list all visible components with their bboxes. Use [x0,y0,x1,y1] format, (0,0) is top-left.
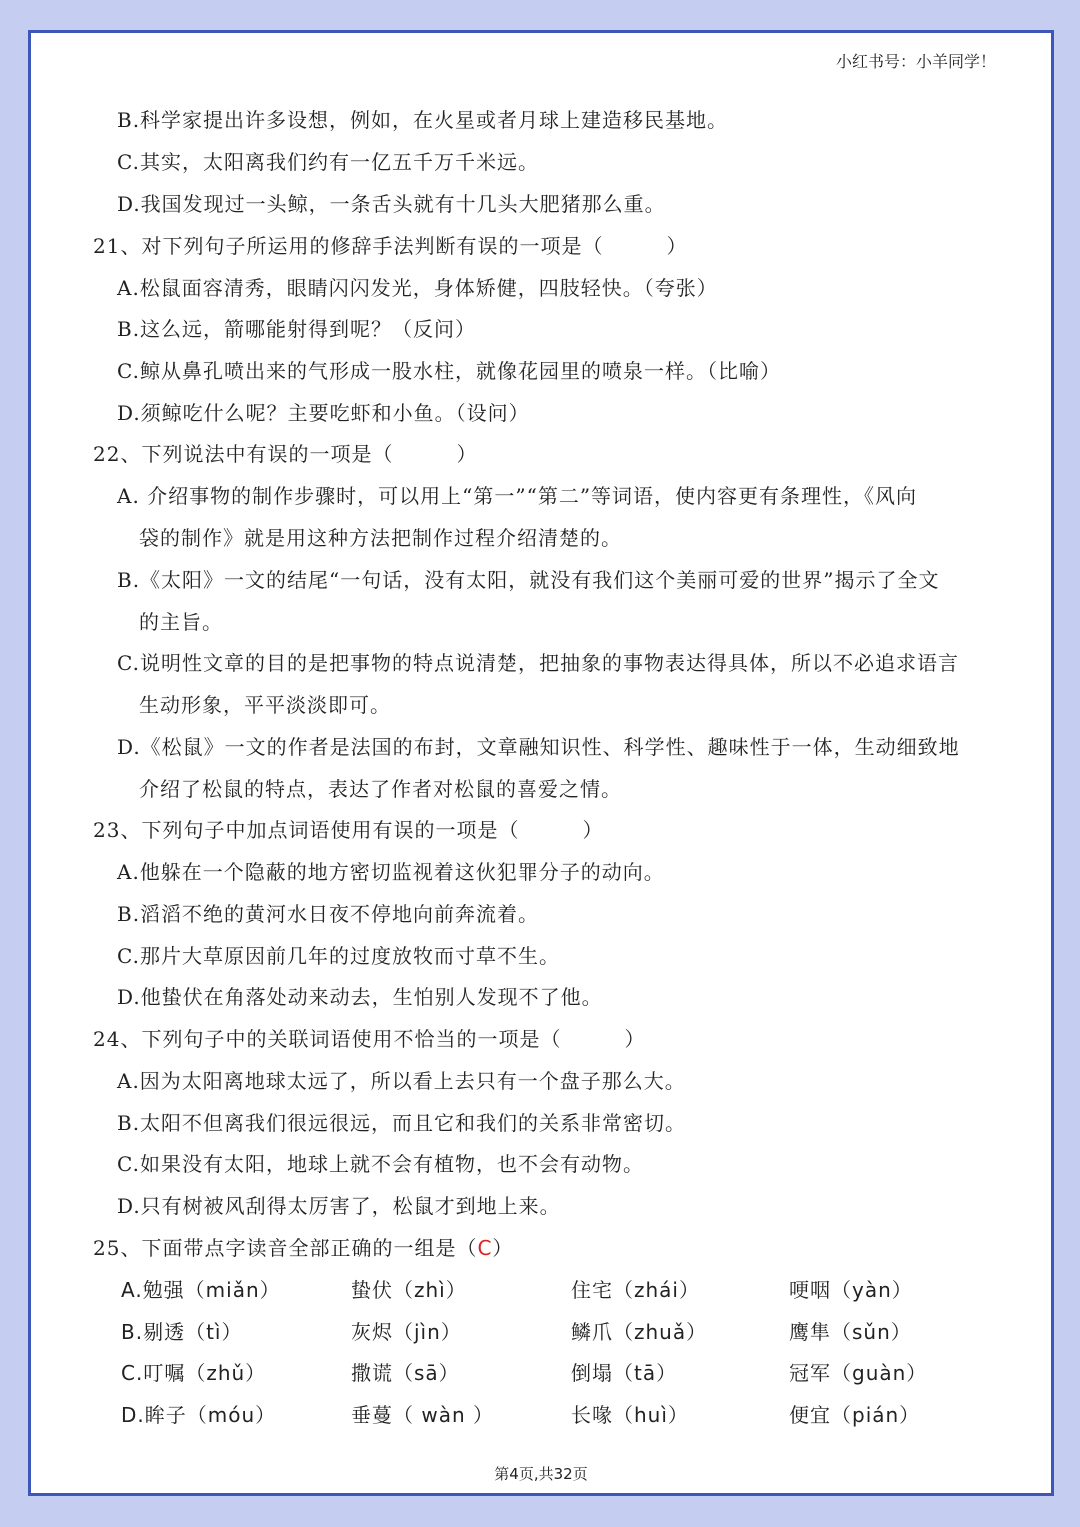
q22-option-d-line2: 介绍了松鼠的特点，表达了作者对松鼠的喜爱之情。 [139,777,622,801]
q25-c-4: 冠军（guàn） [789,1361,928,1385]
q22-option-b-line1: B.《太阳》一文的结尾“一句话，没有太阳，就没有我们这个美丽可爱的世界”揭示了全文 [117,568,940,592]
q22-option-c-line1: C.说明性文章的目的是把事物的特点说清楚，把抽象的事物表达得具体，所以不必追求语言 [117,651,959,675]
q25-a-2: 蛰伏（zhì） [351,1278,467,1302]
q21-option-d: D.须鲸吃什么呢？主要吃虾和小鱼。（设问） [117,401,530,425]
q23-option-d: D.他蛰伏在角落处动来动去，生怕别人发现不了他。 [117,985,603,1009]
q24-stem: 24、下列句子中的关联词语使用不恰当的一项是（ ） [93,1027,646,1051]
q22-option-b-line2: 的主旨。 [139,610,223,634]
q23-option-c: C.那片大草原因前几年的过度放牧而寸草不生。 [117,944,560,968]
q25-a-1: A.勉强（miǎn） [121,1278,281,1302]
q24-option-b: B.太阳不但离我们很远很远，而且它和我们的关系非常密切。 [117,1111,687,1135]
q25-d-1: D.眸子（móu） [121,1403,277,1427]
q21-option-b: B.这么远，箭哪能射得到呢？（反问） [117,317,477,341]
q22-option-a-line2: 袋的制作》就是用这种方法把制作过程介绍清楚的。 [139,526,622,550]
q25-a-3: 住宅（zhái） [571,1278,700,1302]
q25-stem-suffix: ） [492,1236,514,1260]
q23-option-b: B.滔滔不绝的黄河水日夜不停地向前奔流着。 [117,902,540,926]
q25-answer: C [477,1236,493,1260]
watermark: 小红书号：小羊同学！ [835,52,996,71]
q22-option-a-line1: A. 介绍事物的制作步骤时，可以用上“第一”“第二”等词语，使内容更有条理性，《风向 [117,484,918,508]
q24-option-d: D.只有树被风刮得太厉害了，松鼠才到地上来。 [117,1194,561,1218]
q25-a-4: 哽咽（yàn） [789,1278,913,1302]
q25-d-4: 便宜（pián） [789,1403,921,1427]
q23-stem: 23、下列句子中加点词语使用有误的一项是（ ） [93,818,604,842]
q25-c-2: 撒谎（sā） [351,1361,460,1385]
q24-option-c: C.如果没有太阳，地球上就不会有植物，也不会有动物。 [117,1152,644,1176]
page-number: 第4页,共32页 [494,1465,588,1483]
q23-option-a: A.他躲在一个隐蔽的地方密切监视着这伙犯罪分子的动向。 [117,860,665,884]
q25-stem [93,1234,513,1262]
q21-option-a: A.松鼠面容清秀，眼睛闪闪发光，身体矫健，四肢轻快。（夸张） [117,276,718,300]
q25-stem-prefix: 25、下面带点字读音全部正确的一组是（ [93,1236,478,1260]
page-frame [28,30,1054,1496]
q20-option-b: B.科学家提出许多设想，例如，在火星或者月球上建造移民基地。 [117,108,729,132]
q25-b-3: 鳞爪（zhuǎ） [571,1320,708,1344]
q24-option-a: A.因为太阳离地球太远了，所以看上去只有一个盘子那么大。 [117,1069,686,1093]
q25-c-3: 倒塌（tā） [571,1361,678,1385]
q25-d-3: 长喙（huì） [571,1403,689,1427]
q21-stem: 21、对下列句子所运用的修辞手法判断有误的一项是（ ） [93,234,688,258]
q21-option-c: C.鲸从鼻孔喷出来的气形成一股水柱，就像花园里的喷泉一样。（比喻） [117,359,781,383]
q22-stem: 22、下列说法中有误的一项是（ ） [93,442,478,466]
q22-option-d-line1: D.《松鼠》一文的作者是法国的布封，文章融知识性、科学性、趣味性于一体，生动细致地 [117,735,960,759]
q25-b-4: 鹰隼（sǔn） [789,1320,912,1344]
q25-b-2: 灰烬（jìn） [351,1320,462,1344]
q25-c-1: C.叮嘱（zhǔ） [121,1361,267,1385]
q25-b-1: B.剔透（tì） [121,1320,243,1344]
q25-d-2: 垂蔓（ wàn ） [351,1403,495,1427]
q22-option-c-line2: 生动形象，平平淡淡即可。 [139,693,391,717]
q20-option-d: D.我国发现过一头鲸，一条舌头就有十几头大肥猪那么重。 [117,192,666,216]
q20-option-c: C.其实，太阳离我们约有一亿五千万千米远。 [117,150,539,174]
